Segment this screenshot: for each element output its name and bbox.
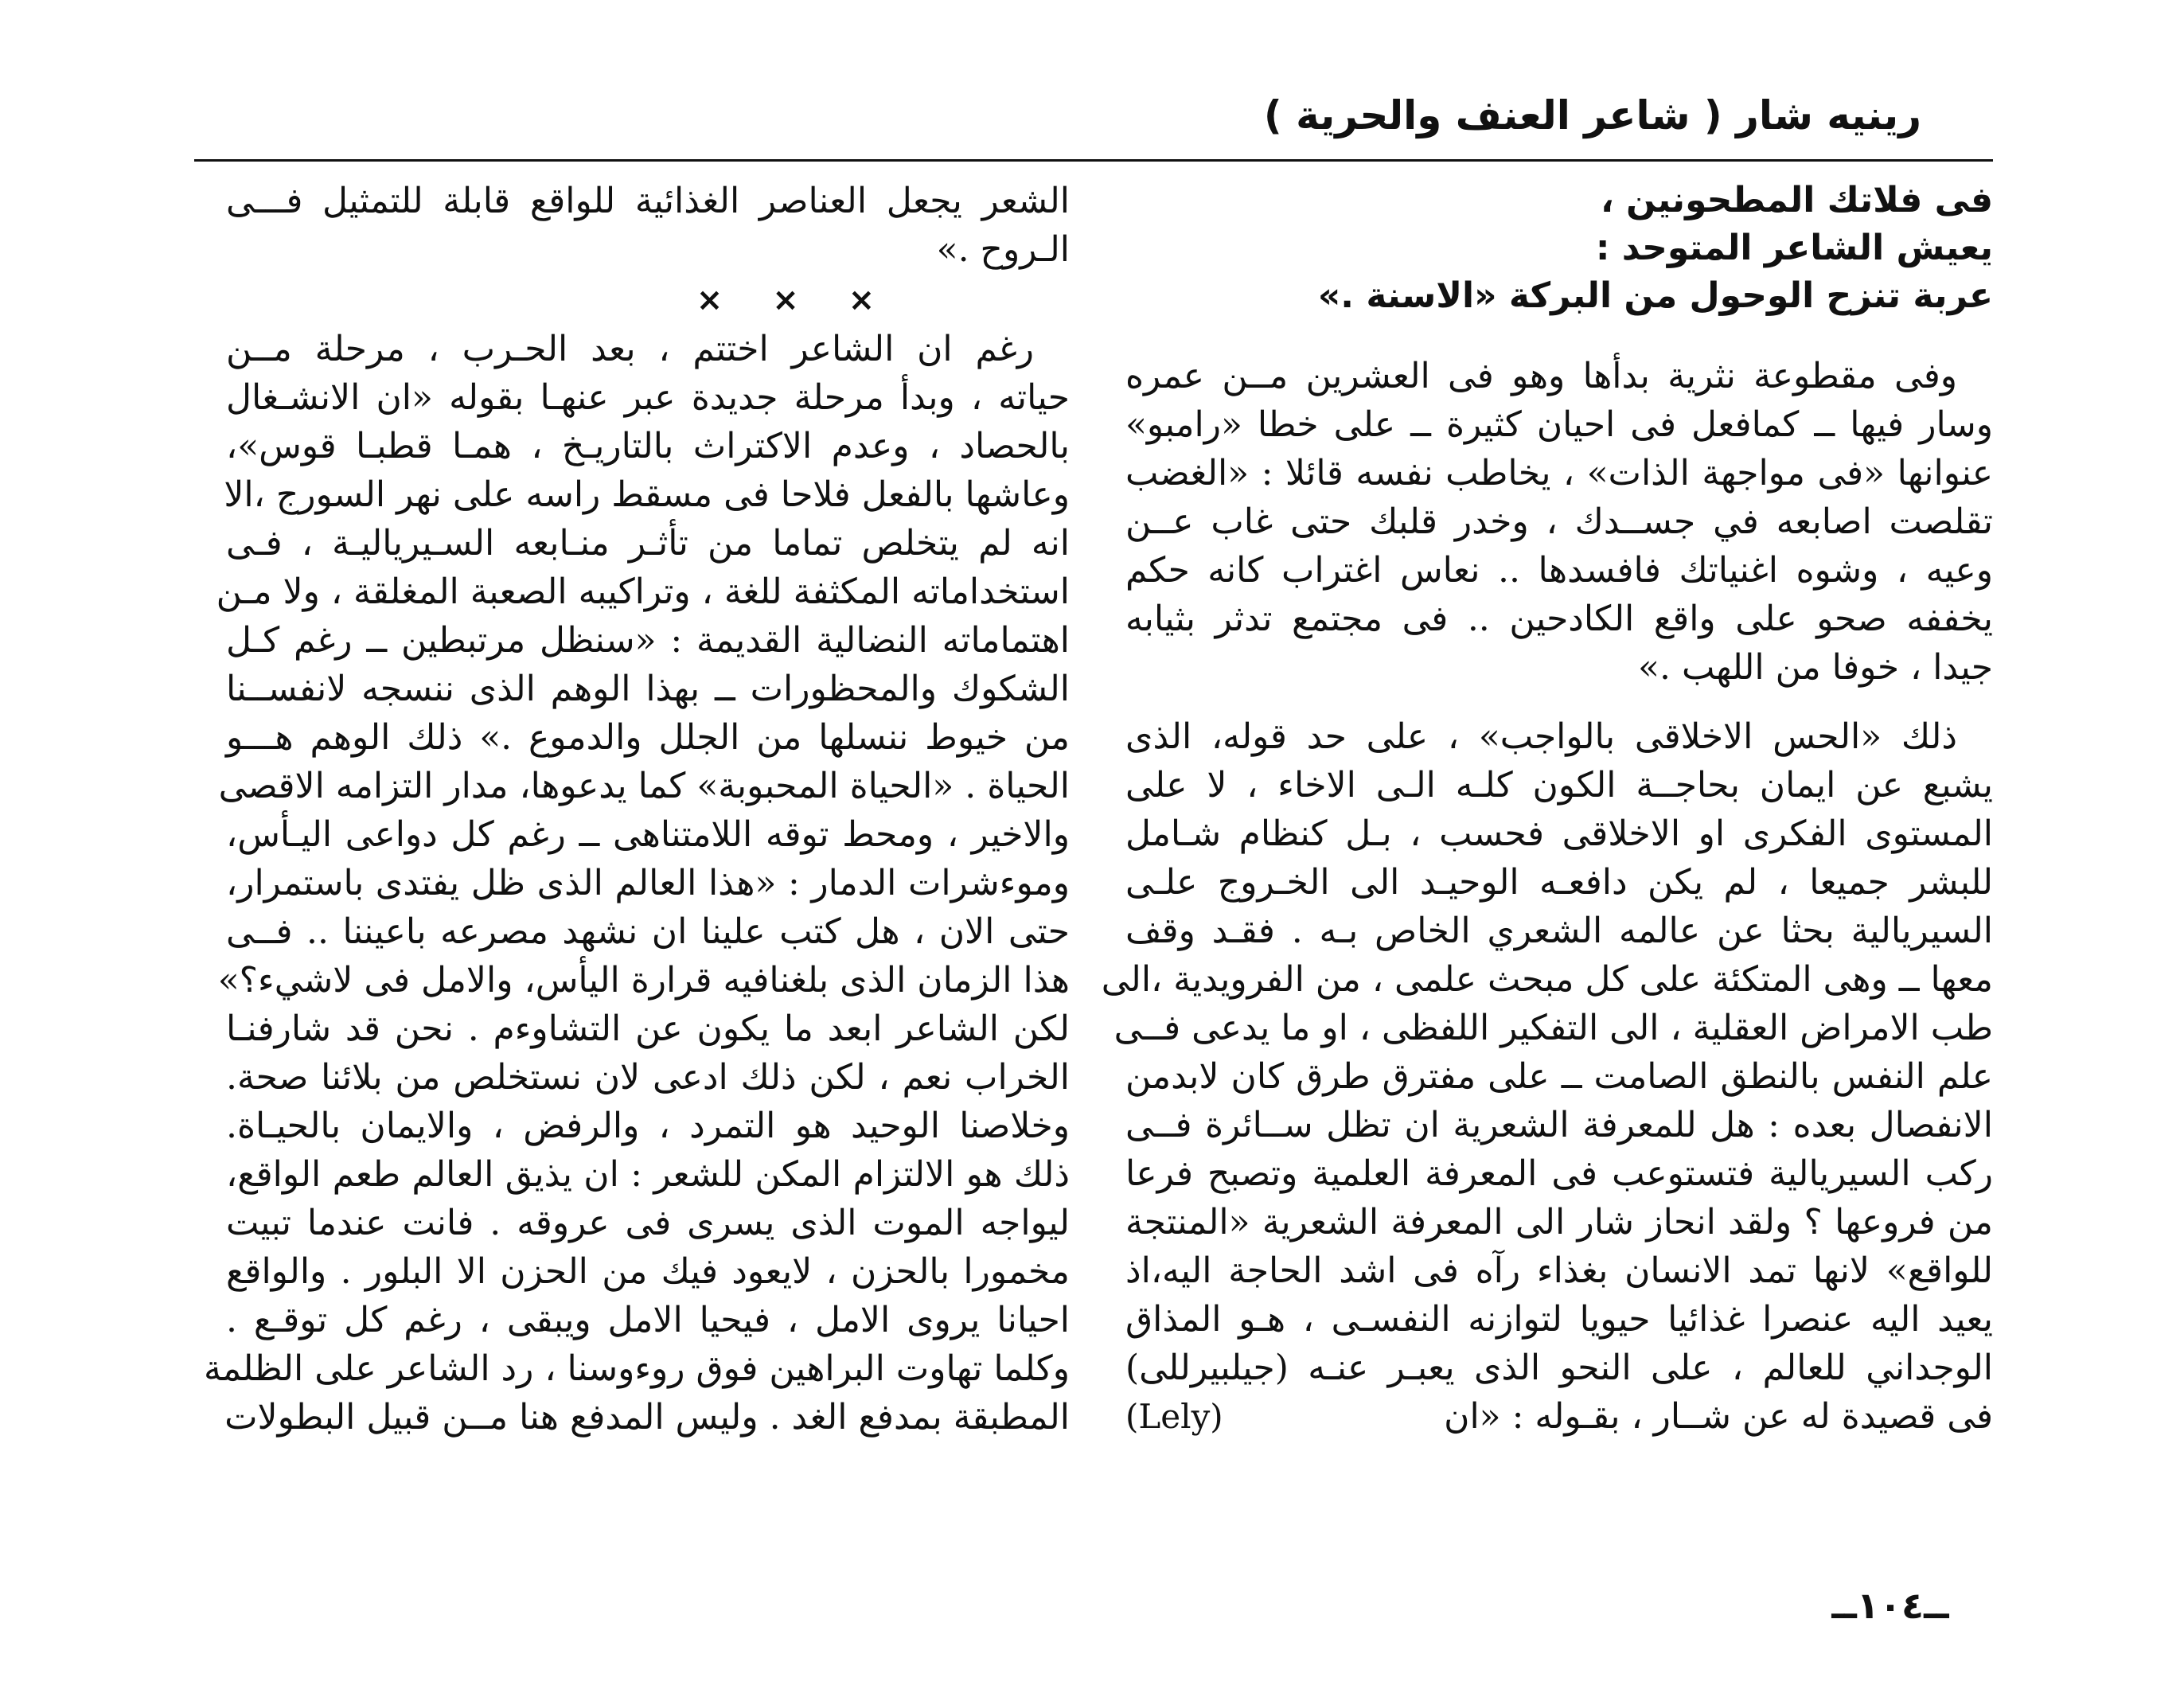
paragraph-main (203, 325, 1070, 1441)
text-line: فى قصيدة له عن شــار ، بقـوله : «ان (1444, 1396, 1993, 1437)
text-line: عنوانها «فى مواجهة الذات» ، يخاطب نفسه قائلا : «الغضب (1125, 453, 1993, 493)
text-line: حتى الان ، هل كتب علينا ان نشهد مصرعه باعيننا .. فــى (226, 911, 1070, 952)
text-line: الوجداني للعالم ، على النحو الذى يعبـر عنـه (جيلبيرللى) (1125, 1348, 1993, 1388)
text-line: تقلصت اصابعه في جســدك ، وخدر قلبك حتى غاب عــن (1125, 501, 1993, 542)
verse-line: عربة تنزح الوحول من البركة «الاسنة .» (1317, 275, 1993, 316)
text-line: حياته ، وبدأ مرحلة جديدة عبر عنهـا بقوله «ان الانشـغال (226, 377, 1070, 418)
text-line: المستوى الفكرى او الاخلاقى فحسب ، بـل كنظام شـامل (1125, 813, 1993, 854)
text-line: من فروعها ؟ ولقد انحاز شار الى المعرفة الشعرية «المنتجة (1125, 1202, 1993, 1243)
latin-name: (Lely) (1125, 1397, 1223, 1436)
text-line: انه لم يتخلص تماما من تأثـر منـابعه السـيرياليـة ، فـى (226, 523, 1070, 564)
text-line: جيدا ، خوفا من اللهب .» (1638, 647, 1993, 688)
text-line: الخراب نعم ، لكن ذلك ادعى لان نستخلص من بلائنا صحة. (226, 1057, 1070, 1098)
text-line: يعيد اليه عنصرا غذائيا حيويا لتوازنه النفسـى ، هـو المذاق (1125, 1299, 1993, 1340)
text-line: يشبع عن ايمان بحاجــة الكون كلـه الـى الاخاء ، لا على (1125, 765, 1993, 806)
text-line: يخففه صحو على واقع الكادحين .. فى مجتمع تدثر بثيابه (1125, 599, 1993, 639)
page-number: ــ١٠٤ــ (1831, 1584, 1949, 1627)
header-rule (194, 159, 1993, 162)
text-line: ذلك هو الالتزام المكن للشعر : ان يذيق العالم طعم الواقع، (226, 1154, 1070, 1195)
text-line: وفى مقطوعة نثرية بدأها وهو فى العشرين مــن عمره (1125, 356, 1957, 396)
text-line: ذلك «الحس الاخلاقى بالواجب» ، على حد قوله، الذى (1125, 716, 1957, 757)
text-line: احيانا يروى الامل ، فيحيا الامل ويبقى ، رغم كل توقـع . (226, 1300, 1070, 1340)
right-column (1101, 177, 1993, 1441)
text-line: هذا الزمان الذى بلغنافيه قرارة اليأس، والامل فى لاشيء؟» (217, 960, 1070, 1001)
text-line: ركب السيريالية فتستوعب فى المعرفة العلمية وتصبح فرعا (1125, 1153, 1993, 1194)
text-line-with-latin (1125, 1392, 1993, 1441)
text-line: لكن الشاعر ابعد ما يكون عن التشاوءم . نحن قد شارفنـا (226, 1008, 1070, 1049)
text-line: ليواجه الموت الذى يسرى فى عروقه . فانت عندما تبيت (226, 1203, 1070, 1243)
paragraph-1 (1125, 352, 1993, 692)
text-line: علم النفس بالنطق الصامت ــ على مفترق طرق كان لابدمن (1125, 1056, 1993, 1097)
text-line: الشعر يجعل العناصر الغذائية للواقع قابلة للتمثيل فـــى (226, 181, 1070, 221)
text-line: اهتماماته النضالية القديمة : «سنظل مرتبطين ــ رغم كـل (226, 620, 1070, 661)
text-line: والاخير ، ومحط توقه اللامتناهى ــ رغم كل دواعى اليـأس، (226, 814, 1070, 855)
opening-lines (226, 177, 1070, 274)
paragraph-2 (1101, 712, 1993, 1441)
text-line: وخلاصنا الوحيد هو التمرد ، والرفض ، والايمان بالحيـاة. (226, 1106, 1070, 1146)
text-line: وموءشرات الدمار : «هذا العالم الذى ظل يفتدى باستمرار، (226, 863, 1070, 903)
text-line: رغم ان الشاعر اختتم ، بعد الحـرب ، مرحلة مــن (226, 329, 1034, 369)
text-line: مخمورا بالحزن ، لايعود فيك من الحزن الا البلور . والواقع (226, 1251, 1070, 1292)
text-line: من خيوط ننسلها من الجلل والدموع .» ذلك الوهم هـــو (226, 717, 1070, 758)
text-line: للواقع» لانها تمد الانسان بغذاء رآه فى اشد الحاجة اليه،اذ (1125, 1250, 1993, 1291)
text-line: الشكوك والمحظورات ــ بهذا الوهم الذى ننسجه لانفســنا (226, 669, 1070, 709)
text-line: بالحصاد ، وعدم الاكتراث بالتاريـخ ، همـا قطبـا قوس»، (226, 426, 1070, 466)
text-line: السيريالية بحثا عن عالمه الشعري الخاص بـه . فقـد وقف (1125, 911, 1993, 951)
text-line: وسار فيها ــ كمافعل فى احيان كثيرة ــ على خطا «رامبو» (1125, 404, 1993, 445)
verse-line: يعيش الشاعر المتوحد : (1595, 228, 1993, 268)
text-line: للبشر جميعا ، لم يكن دافعـه الوحيـد الى الخـروج علـى (1125, 862, 1993, 903)
text-line: الحياة . «الحياة المحبوبة» كما يدعوها، مدار التزامه الاقصى (218, 766, 1070, 806)
verse-line: فى فلاتك المطحونين ، (1600, 180, 1993, 220)
text-line: الـروح .» (936, 229, 1070, 270)
text-line: وعاشها بالفعل فلاحا فى مسقط راسه على نهر السورج ،الا (224, 474, 1070, 515)
text-line: معها ــ وهى المتكئة على كل مبحث علمى ، من الفرويدية ،الى (1101, 959, 1993, 1000)
text-line: المطبقة بمدفع الغد . وليس المدفع هنا مــن قبيل البطولات (224, 1397, 1070, 1438)
text-line: استخداماته المكثفة للغة ، وتراكيبه الصعبة المغلقة ، ولا مـن (216, 572, 1070, 612)
text-line: طب الامراض العقلية ، الى التفكير اللفظى ، او ما يدعى فــى (1113, 1008, 1993, 1048)
section-separator: × × × (696, 282, 895, 318)
text-line: الانفصال بعده : هل للمعرفة الشعرية ان تظل ســائرة فــى (1125, 1105, 1993, 1145)
left-column (203, 177, 1070, 1441)
running-header: رينيه شار ( شاعر العنف والحرية ) (1263, 92, 1921, 138)
verse-block (1125, 177, 1993, 320)
text-line: وكلما تهاوت البراهين فوق روءوسنا ، رد الشاعر على الظلمة (203, 1348, 1070, 1389)
text-line: وعيه ، وشوه اغنياتك فافسدها .. نعاس اغتراب كانه حكم (1125, 550, 1993, 591)
